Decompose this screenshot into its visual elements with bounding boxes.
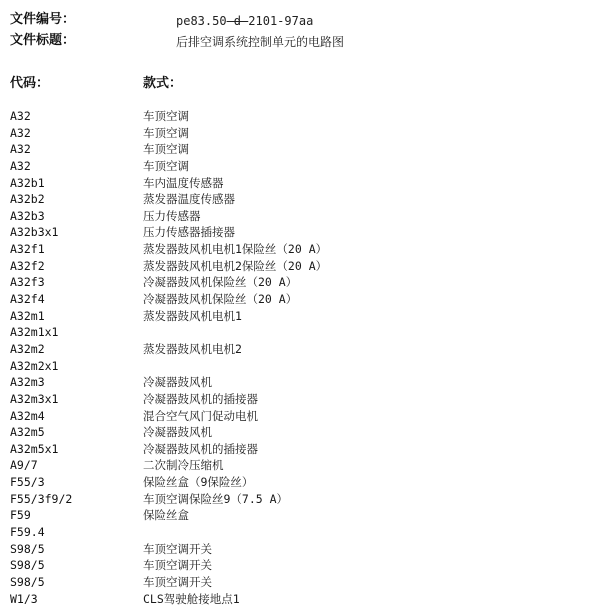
component-row (0, 374, 603, 391)
component-code: F59.4 (10, 525, 45, 540)
doc-number-suffix: 2101-97aa (248, 14, 314, 28)
component-code: A9/7 (10, 458, 38, 473)
component-row (0, 141, 603, 158)
component-description: 车顶空调 (143, 142, 189, 157)
style-column-header: 款式： (143, 76, 183, 91)
component-description: 蒸发器鼓风机电机1 (143, 308, 242, 323)
component-description: 二次制冷压缩机 (143, 458, 224, 473)
component-code: A32 (10, 125, 31, 140)
component-description: 蒸发器温度传感器 (143, 192, 235, 207)
component-row (0, 324, 603, 341)
component-description: 保险丝盒（9保险丝） (143, 475, 254, 490)
component-code: A32m5x1 (10, 441, 59, 456)
component-description: 车顶空调保险丝9（7.5 A） (143, 491, 289, 506)
component-description: 冷凝器鼓风机 (143, 375, 212, 390)
component-code: A32m4 (10, 408, 45, 423)
component-code: A32f1 (10, 242, 45, 257)
component-row (0, 391, 603, 408)
component-code: A32f3 (10, 275, 45, 290)
component-row (0, 474, 603, 491)
component-code: A32m2x1 (10, 358, 59, 373)
component-row (0, 158, 603, 175)
component-code: F55/3 (10, 475, 45, 490)
component-list (0, 108, 603, 607)
component-description: 车顶空调 (143, 158, 189, 173)
component-description: 车内温度传感器 (143, 175, 224, 190)
component-row (0, 308, 603, 325)
component-row (0, 191, 603, 208)
component-row (0, 591, 603, 607)
component-code: A32m2 (10, 341, 45, 356)
component-description: 车顶空调开关 (143, 541, 212, 556)
doc-number-value (176, 13, 313, 29)
component-description: 蒸发器鼓风机电机2 (143, 341, 242, 356)
doc-title-label: 文件标题： (10, 33, 76, 48)
component-row (0, 274, 603, 291)
component-row (0, 125, 603, 142)
component-description: 冷凝器鼓风机保险丝（20 A） (143, 275, 298, 290)
component-row (0, 441, 603, 458)
code-column-header: 代码： (10, 76, 50, 91)
doc-title-value: 后排空调系统控制单元的电路图 (176, 35, 345, 49)
component-row (0, 108, 603, 125)
component-description: 车顶空调开关 (143, 558, 212, 573)
component-description: 蒸发器鼓风机电机1保险丝（20 A） (143, 242, 328, 257)
component-code: W1/3 (10, 591, 38, 606)
component-row (0, 541, 603, 558)
component-row (0, 224, 603, 241)
component-row (0, 491, 603, 508)
component-row (0, 208, 603, 225)
component-description: 蒸发器鼓风机电机2保险丝（20 A） (143, 258, 328, 273)
component-code: A32m1x1 (10, 325, 59, 340)
component-row (0, 358, 603, 375)
component-row (0, 175, 603, 192)
component-row (0, 507, 603, 524)
component-code: A32 (10, 158, 31, 173)
component-description: 冷凝器鼓风机的插接器 (143, 441, 258, 456)
component-row (0, 408, 603, 425)
component-code: A32f4 (10, 292, 45, 307)
component-row (0, 574, 603, 591)
component-code: A32m3 (10, 375, 45, 390)
doc-number-struck: -d- (226, 14, 249, 28)
component-description: 保险丝盒 (143, 508, 189, 523)
component-row (0, 424, 603, 441)
component-code: S98/5 (10, 558, 45, 573)
component-code: F55/3f9/2 (10, 491, 73, 506)
component-code: A32b3x1 (10, 225, 59, 240)
component-code: A32 (10, 142, 31, 157)
component-code: A32 (10, 109, 31, 123)
doc-number-prefix: pe83.50 (176, 14, 227, 28)
component-code: A32b1 (10, 175, 45, 190)
component-description: 压力传感器插接器 (143, 225, 235, 240)
component-description: 压力传感器 (143, 208, 201, 223)
doc-number-label: 文件编号： (10, 12, 76, 27)
component-row (0, 241, 603, 258)
component-code: A32m1 (10, 308, 45, 323)
component-code: A32m3x1 (10, 391, 59, 406)
component-description: 车顶空调开关 (143, 574, 212, 589)
component-code: A32f2 (10, 258, 45, 273)
component-description: CLS驾驶舱接地点1 (143, 591, 240, 606)
component-code: F59 (10, 508, 31, 523)
component-description: 车顶空调 (143, 125, 189, 140)
component-code: A32b2 (10, 192, 45, 207)
component-row (0, 341, 603, 358)
component-description: 混合空气风门促动电机 (143, 408, 258, 423)
component-row (0, 524, 603, 541)
component-code: A32m5 (10, 425, 45, 440)
component-description: 冷凝器鼓风机的插接器 (143, 391, 258, 406)
component-row (0, 457, 603, 474)
component-row (0, 557, 603, 574)
component-description: 冷凝器鼓风机 (143, 425, 212, 440)
component-description: 冷凝器鼓风机保险丝（20 A） (143, 292, 298, 307)
component-row (0, 291, 603, 308)
component-code: A32b3 (10, 208, 45, 223)
component-description: 车顶空调 (143, 109, 189, 123)
component-code: S98/5 (10, 574, 45, 589)
component-code: S98/5 (10, 541, 45, 556)
component-row (0, 258, 603, 275)
